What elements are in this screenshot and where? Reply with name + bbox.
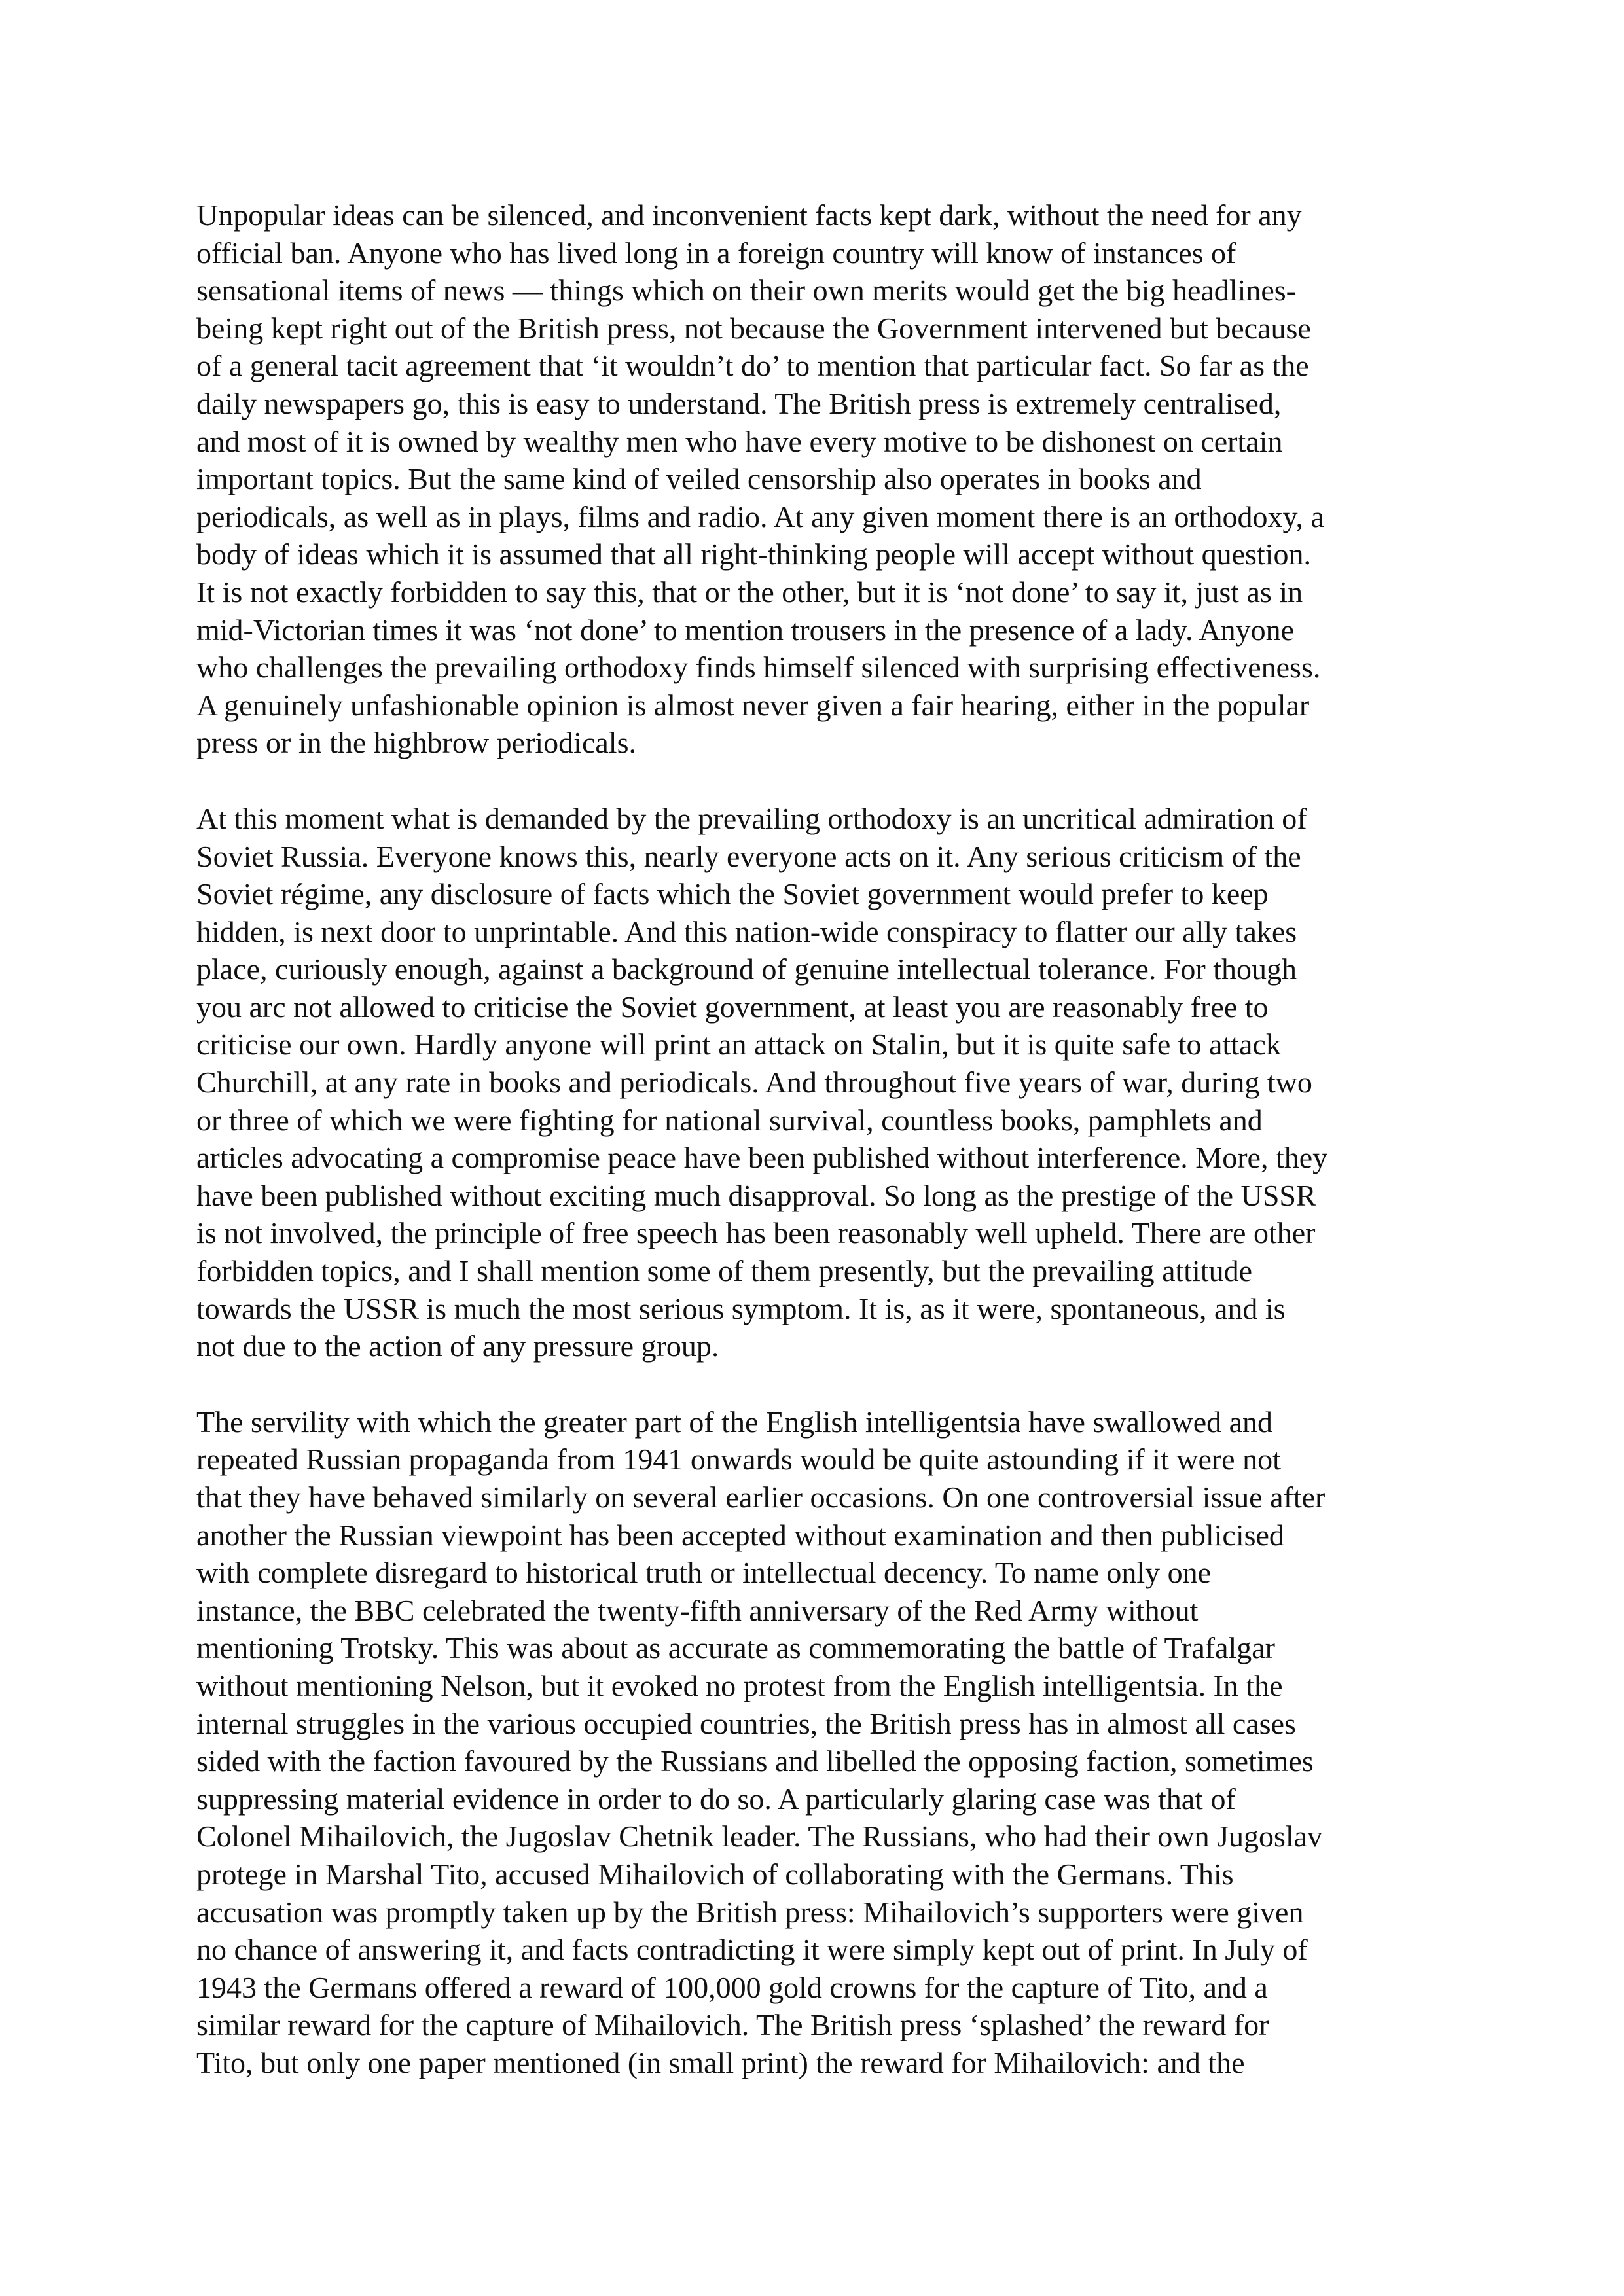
paragraph-3 — [196, 1403, 1440, 2082]
text-line: At this moment what is demanded by the prevailing orthodoxy is an uncritical admiration of — [196, 801, 1307, 835]
text-line: Unpopular ideas can be silenced, and inconvenient facts kept dark, without the need for any — [196, 198, 1302, 232]
text-line: mid-Victorian times it was ‘not done’ to mention trousers in the presence of a lady. Anyone — [196, 613, 1295, 647]
text-line: It is not exactly forbidden to say this, that or the other, but it is ‘not done’ to say it, just as in — [196, 575, 1303, 609]
text-line: and most of it is owned by wealthy men who have every motive to be dishonest on certain — [196, 424, 1283, 458]
text-line: A genuinely unfashionable opinion is almost never given a fair hearing, either in the popular — [196, 688, 1310, 722]
text-line: daily newspapers go, this is easy to understand. The British press is extremely centralised, — [196, 386, 1282, 420]
text-line: being kept right out of the British press, not because the Government intervened but because — [196, 311, 1311, 345]
text-line: sided with the faction favoured by the Russians and libelled the opposing faction, sometimes — [196, 1744, 1314, 1778]
text-line: important topics. But the same kind of veiled censorship also operates in books and — [196, 462, 1202, 496]
text-line: not due to the action of any pressure group. — [196, 1329, 719, 1363]
paragraph-2 — [196, 800, 1440, 1365]
text-line: Churchill, at any rate in books and periodicals. And throughout five years of war, during two — [196, 1066, 1312, 1100]
text-line: protege in Marshal Tito, accused Mihailovich of collaborating with the Germans. This — [196, 1857, 1234, 1891]
text-line: forbidden topics, and I shall mention some of them presently, but the prevailing attitude — [196, 1254, 1253, 1288]
text-line: internal struggles in the various occupied countries, the British press has in almost all cases — [196, 1706, 1296, 1740]
text-line: hidden, is next door to unprintable. And this nation-wide conspiracy to flatter our ally takes — [196, 914, 1297, 948]
text-line: is not involved, the principle of free speech has been reasonably well upheld. There are other — [196, 1216, 1316, 1250]
text-line: no chance of answering it, and facts contradicting it were simply kept out of print. In July of — [196, 1933, 1308, 1967]
text-line: criticise our own. Hardly anyone will print an attack on Stalin, but it is quite safe to attack — [196, 1028, 1281, 1062]
text-line: suppressing material evidence in order to do so. A particularly glaring case was that of — [196, 1782, 1236, 1816]
text-line: another the Russian viewpoint has been accepted without examination and then publicised — [196, 1518, 1284, 1552]
text-line: Colonel Mihailovich, the Jugoslav Chetnik leader. The Russians, who had their own Jugoslav — [196, 1820, 1323, 1854]
text-line: periodicals, as well as in plays, films and radio. At any given moment there is an orthodoxy, a — [196, 499, 1324, 533]
text-line: body of ideas which it is assumed that all right-thinking people will accept without question. — [196, 537, 1311, 571]
text-line: mentioning Trotsky. This was about as accurate as commemorating the battle of Trafalgar — [196, 1631, 1276, 1665]
text-line: that they have behaved similarly on several earlier occasions. On one controversial issue after — [196, 1480, 1326, 1514]
text-line: sensational items of news — things which on their own merits would get the big headlines- — [196, 274, 1296, 308]
text-line: place, curiously enough, against a background of genuine intellectual tolerance. For though — [196, 952, 1297, 986]
text-line: Tito, but only one paper mentioned (in small print) the reward for Mihailovich: and the — [196, 2045, 1245, 2079]
text-line: instance, the BBC celebrated the twenty-fifth anniversary of the Red Army without — [196, 1593, 1199, 1627]
text-line: Soviet Russia. Everyone knows this, nearly everyone acts on it. Any serious criticism of the — [196, 839, 1301, 873]
text-line: who challenges the prevailing orthodoxy finds himself silenced with surprising effectiveness. — [196, 651, 1321, 685]
text-line: similar reward for the capture of Mihailovich. The British press ‘splashed’ the reward for — [196, 2008, 1269, 2042]
text-line: 1943 the Germans offered a reward of 100,000 gold crowns for the capture of Tito, and a — [196, 1970, 1268, 2004]
text-line: or three of which we were fighting for national survival, countless books, pamphlets and — [196, 1103, 1263, 1137]
text-line: without mentioning Nelson, but it evoked no protest from the English intelligentsia. In the — [196, 1668, 1283, 1702]
text-line: with complete disregard to historical truth or intellectual decency. To name only one — [196, 1556, 1212, 1590]
text-line: you arc not allowed to criticise the Soviet government, at least you are reasonably free to — [196, 990, 1269, 1024]
text-line: The servility with which the greater part of the English intelligentsia have swallowed and — [196, 1405, 1273, 1439]
text-line: press or in the highbrow periodicals. — [196, 726, 636, 760]
text-line: repeated Russian propaganda from 1941 onwards would be quite astounding if it were not — [196, 1443, 1281, 1477]
text-line: official ban. Anyone who has lived long in a foreign country will know of instances of — [196, 236, 1236, 270]
text-line: have been published without exciting much disapproval. So long as the prestige of the USSR — [196, 1178, 1316, 1212]
text-line: towards the USSR is much the most serious symptom. It is, as it were, spontaneous, and is — [196, 1291, 1286, 1325]
text-line: of a general tacit agreement that ‘it wouldn’t do’ to mention that particular fact. So far as the — [196, 349, 1309, 383]
paragraph-1 — [196, 196, 1440, 762]
body-text — [196, 196, 1440, 2120]
text-line: accusation was promptly taken up by the British press: Mihailovich’s supporters were given — [196, 1895, 1304, 1929]
text-line: articles advocating a compromise peace have been published without interference. More, they — [196, 1141, 1328, 1175]
text-line: Soviet régime, any disclosure of facts which the Soviet government would prefer to keep — [196, 877, 1269, 911]
